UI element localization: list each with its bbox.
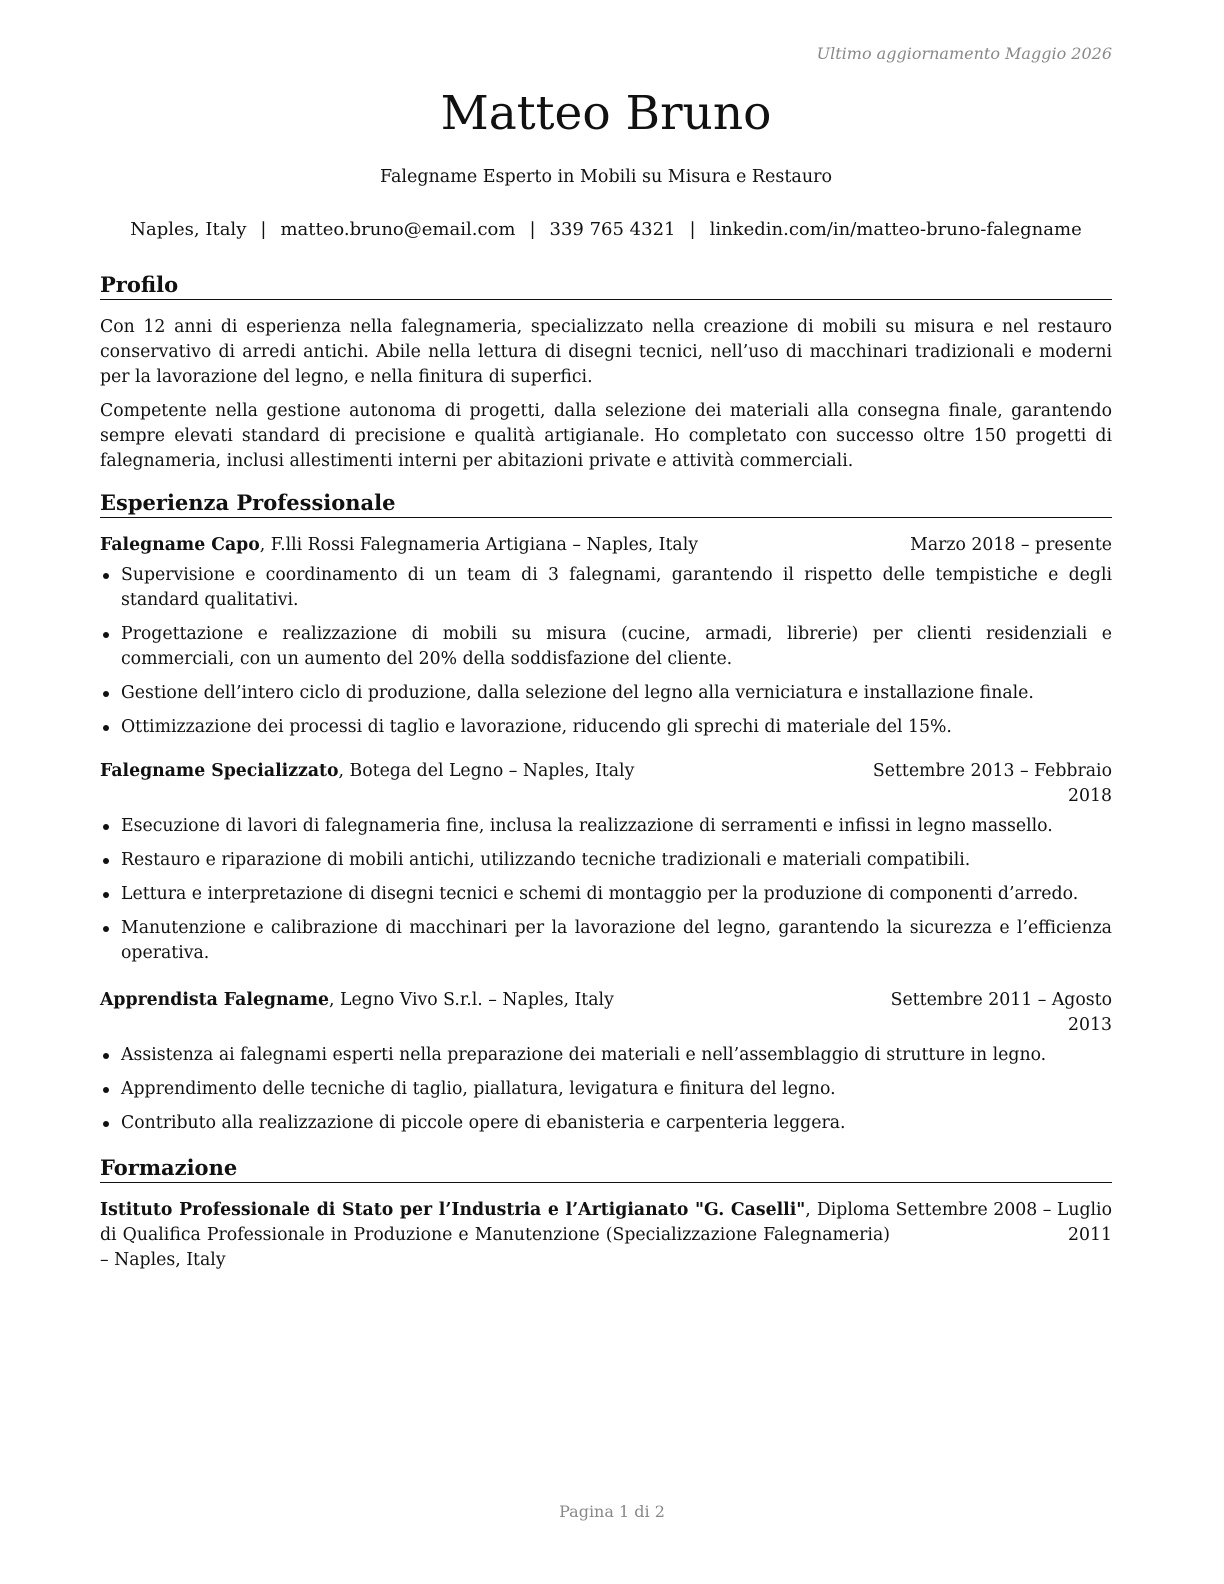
list-item: Apprendimento delle tecniche di taglio, piallatura, levigatura e finitura del legno.	[100, 1077, 1112, 1102]
education-dates	[896, 1198, 1112, 1248]
job-dates-line: 2018	[1068, 786, 1112, 806]
list-item: Contributo alla realizzazione di piccole opere di ebanisteria e carpenteria leggera.	[100, 1111, 1112, 1136]
list-item: Ottimizzazione dei processi di taglio e lavorazione, riducendo gli sprechi di materiale del 15%.	[100, 715, 1112, 740]
job-dates: Marzo 2018 – presente	[910, 535, 1112, 555]
job-dates	[873, 759, 1112, 809]
contact-email[interactable]: matteo.bruno@email.com	[280, 219, 516, 240]
job-role: Falegname Specializzato	[100, 761, 339, 781]
candidate-tagline: Falegname Esperto in Mobili su Misura e Restauro	[379, 167, 833, 187]
job-header	[100, 533, 1112, 558]
list-item: Esecuzione di lavori di falegnameria fine, inclusa la realizzazione di serramenti e infissi in legno massello.	[100, 814, 1112, 839]
page-number: Pagina 1 di 2	[559, 1502, 665, 1521]
education-school: Istituto Professionale di Stato per l’Industria e l’Artigianato "G. Caselli"	[100, 1200, 806, 1220]
job-bullets	[100, 814, 1112, 975]
last-updated: Ultimo aggiornamento Maggio 2026	[816, 44, 1112, 63]
contact-line	[100, 219, 1112, 240]
education-entry	[100, 1198, 1112, 1273]
contact-separator: |	[529, 219, 536, 240]
candidate-name: Matteo Bruno	[440, 86, 772, 141]
profile-paragraph: Con 12 anni di esperienza nella falegnameria, specializzato nella creazione di mobili su misura e nel restauro conservativo di arredi antichi. Abile nella lettura di disegni tecnici, nell’uso di macchinari tradizionali e moderni per la lavorazione del legno, e nella finitura di superfici.	[100, 317, 1112, 387]
contact-separator: |	[689, 219, 696, 240]
section-heading-education: Formazione	[100, 1155, 1112, 1183]
list-item: Assistenza ai falegnami esperti nella preparazione dei materiali e nell’assemblaggio di strutture in legno.	[100, 1043, 1112, 1068]
job-header	[100, 988, 1112, 1035]
list-item: Manutenzione e calibrazione di macchinari per la lavorazione del legno, garantendo la sicurezza e l’efficienza operativa.	[100, 916, 1112, 966]
list-item: Restauro e riparazione di mobili antichi, utilizzando tecniche tradizionali e materiali compatibili.	[100, 848, 1112, 873]
job-header	[100, 759, 1112, 806]
list-item: Gestione dell’intero ciclo di produzione, dalla selezione del legno alla verniciatura e installazione finale.	[100, 681, 1112, 706]
job-bullets	[100, 1043, 1112, 1145]
section-heading-experience: Esperienza Professionale	[100, 490, 1112, 518]
contact-separator: |	[260, 219, 267, 240]
list-item: Progettazione e realizzazione di mobili su misura (cucine, armadi, librerie) per clienti residenziali e commerciali, con un aumento del 20% della soddisfazione del cliente.	[100, 622, 1112, 672]
job-company: , Legno Vivo S.r.l. – Naples, Italy	[329, 990, 614, 1010]
section-heading-profile: Profilo	[100, 272, 1112, 300]
job-company: , Botega del Legno – Naples, Italy	[338, 761, 635, 781]
job-role: Apprendista Falegname	[100, 990, 330, 1010]
job-dates-line: 2013	[1068, 1015, 1112, 1035]
job-bullets	[100, 563, 1112, 749]
job-company: , F.lli Rossi Falegnameria Artigiana – Naples, Italy	[259, 535, 699, 555]
contact-location: Naples, Italy	[130, 219, 247, 240]
education-text	[100, 1198, 890, 1273]
list-item: Lettura e interpretazione di disegni tecnici e schemi di montaggio per la produzione di componenti d’arredo.	[100, 882, 1112, 907]
job-dates-line: Settembre 2013 – Febbraio	[872, 761, 1112, 781]
education-dates-line: Settembre 2008 – Luglio	[895, 1200, 1112, 1220]
education-dates-line: 2011	[1068, 1225, 1112, 1245]
contact-linkedin[interactable]: linkedin.com/in/matteo-bruno-falegname	[709, 219, 1082, 240]
education-details: , Diploma di Qualifica Professionale in Produzione e Manutenzione (Specializzazione Falegnameria) – Naples, Italy	[100, 1200, 890, 1270]
list-item: Supervisione e coordinamento di un team di 3 falegnami, garantendo il rispetto delle tempistiche e degli standard qualitativi.	[100, 563, 1112, 613]
job-dates-line: Settembre 2011 – Agosto	[890, 990, 1112, 1010]
profile-paragraph: Competente nella gestione autonoma di progetti, dalla selezione dei materiali alla consegna finale, garantendo sempre elevati standard di precisione e qualità artigianale. Ho completato con successo oltre 150 progetti di falegnameria, inclusi allestimenti interni per abitazioni private e attività commerciali.	[100, 401, 1112, 471]
job-role: Falegname Capo	[100, 535, 260, 555]
contact-phone: 339 765 4321	[549, 219, 676, 240]
job-dates	[891, 988, 1112, 1038]
